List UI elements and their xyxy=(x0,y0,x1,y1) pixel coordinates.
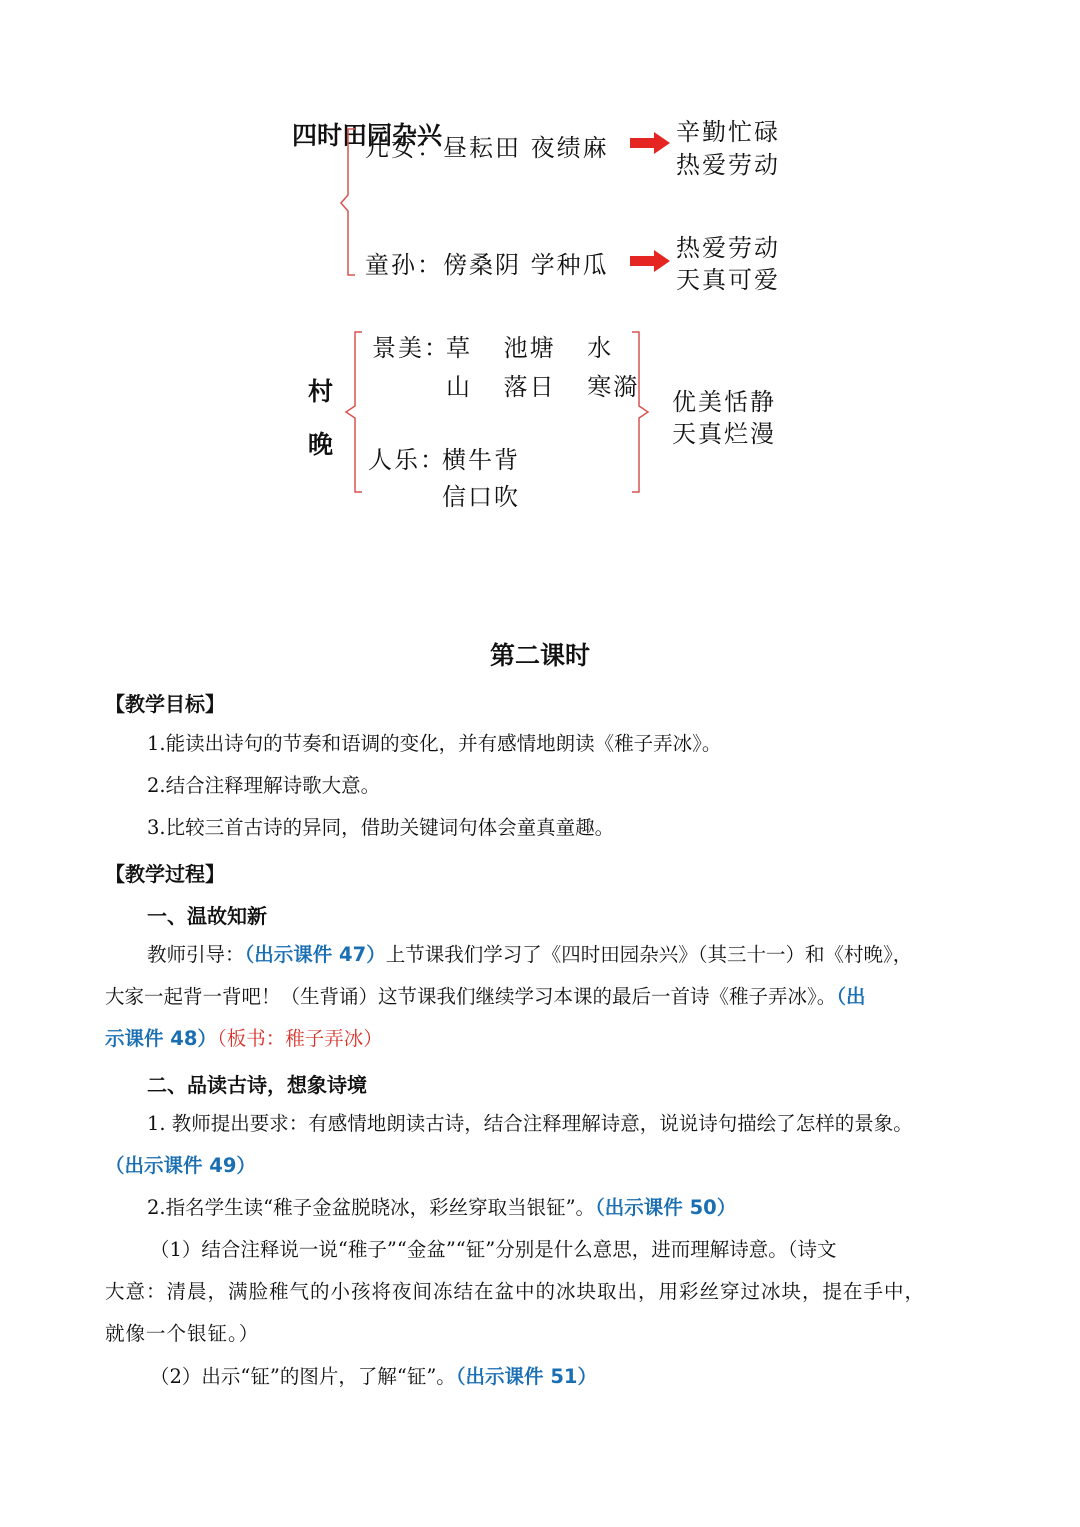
diagram2-left-brace xyxy=(340,328,370,498)
goal-item: 2.结合注释理解诗歌大意。 xyxy=(147,774,381,797)
diagram2-scene-line2: 山 落日 寒漪 xyxy=(446,373,640,401)
diagram2-people-line1: 横牛背 xyxy=(442,446,520,474)
diagram1-row2-result-1: 热爱劳动 xyxy=(676,234,780,262)
courseware-ref: （出 xyxy=(836,985,866,1008)
red-arrow-icon xyxy=(628,248,672,274)
section2-line5: 大意：清晨，满脸稚气的小孩将夜间冻结在盆中的冰块取出，用彩丝穿过冰块，提在手中， xyxy=(105,1280,926,1303)
section2-line4: （1）结合注释说一说“稚子”“金盆”“钲”分别是什么意思，进而理解诗意。（诗文 xyxy=(150,1238,837,1261)
text-span: 上节课我们学习了《四时田园杂兴》（其三十一）和《村晚》， xyxy=(385,943,913,966)
section2-line3 xyxy=(147,1187,736,1229)
diagram1-row2-label: 童孙：傍桑阴 学种瓜 xyxy=(365,251,609,279)
lesson-title: 第二课时 xyxy=(489,641,590,670)
diagram2-people-line2: 信口吹 xyxy=(442,483,520,511)
courseware-ref: （出示课件 50） xyxy=(595,1196,737,1219)
diagram2-right-brace xyxy=(626,328,656,498)
section2-line6: 就像一个银钲。） xyxy=(105,1322,260,1345)
courseware-ref: （出示课件 47） xyxy=(244,943,386,966)
section1-line3 xyxy=(105,1018,383,1060)
diagram1-left-brace xyxy=(335,125,365,280)
section2-heading: 二、品读古诗，想象诗境 xyxy=(147,1073,367,1097)
red-arrow-icon xyxy=(628,130,672,156)
text-span: 大家一起背一背吧！（生背诵）这节课我们继续学习本课的最后一首诗《稚子弄冰》。 xyxy=(105,985,837,1008)
diagram1-row1-result-2: 热爱劳动 xyxy=(676,151,780,179)
diagram2-title-char2: 晚 xyxy=(308,430,334,459)
process-heading: 【教学过程】 xyxy=(105,862,225,886)
section1-heading: 一、温故知新 xyxy=(147,904,267,928)
text-span: 2.指名学生读“稚子金盆脱晓冰，彩丝穿取当银钲”。 xyxy=(147,1196,596,1219)
section1-line2 xyxy=(105,976,866,1018)
courseware-ref: （出示课件 49） xyxy=(105,1154,256,1177)
diagram2-result-2: 天真烂漫 xyxy=(672,420,776,448)
diagram2-scene-line1: 草 池塘 水 xyxy=(446,334,614,362)
diagram1-row2-result-2: 天真可爱 xyxy=(676,266,780,294)
diagram2-people-label: 人乐： xyxy=(368,446,446,474)
text-span: 教师引导： xyxy=(147,943,245,966)
diagram2-scene-label: 景美： xyxy=(372,334,450,362)
section1-line1 xyxy=(147,934,912,976)
goal-item: 3.比较三首古诗的异同，借助关键词句体会童真童趣。 xyxy=(147,816,615,839)
goals-heading: 【教学目标】 xyxy=(105,692,225,716)
diagram1-row1-result-1: 辛勤忙碌 xyxy=(676,118,780,146)
courseware-ref: （出示课件 51） xyxy=(455,1365,597,1388)
board-note: （板书：稚子弄冰） xyxy=(216,1027,383,1050)
diagram2-result-1: 优美恬静 xyxy=(672,388,776,416)
courseware-ref: 示课件 48） xyxy=(105,1027,217,1050)
diagram1-row1-label: 儿女：昼耘田 夜绩麻 xyxy=(365,134,609,162)
section2-line1: 1. 教师提出要求：有感情地朗读古诗，结合注释理解诗意，说说诗句描绘了怎样的景象。 xyxy=(147,1112,913,1135)
diagram1-title: 四时田园杂兴 xyxy=(292,121,443,150)
diagram2-title-char1: 村 xyxy=(308,377,334,406)
section2-line7 xyxy=(150,1356,597,1398)
section2-line2 xyxy=(105,1145,256,1187)
text-span: （2）出示“钲”的图片，了解“钲”。 xyxy=(150,1365,456,1388)
goal-item: 1.能读出诗句的节奏和语调的变化，并有感情地朗读《稚子弄冰》。 xyxy=(147,732,722,755)
